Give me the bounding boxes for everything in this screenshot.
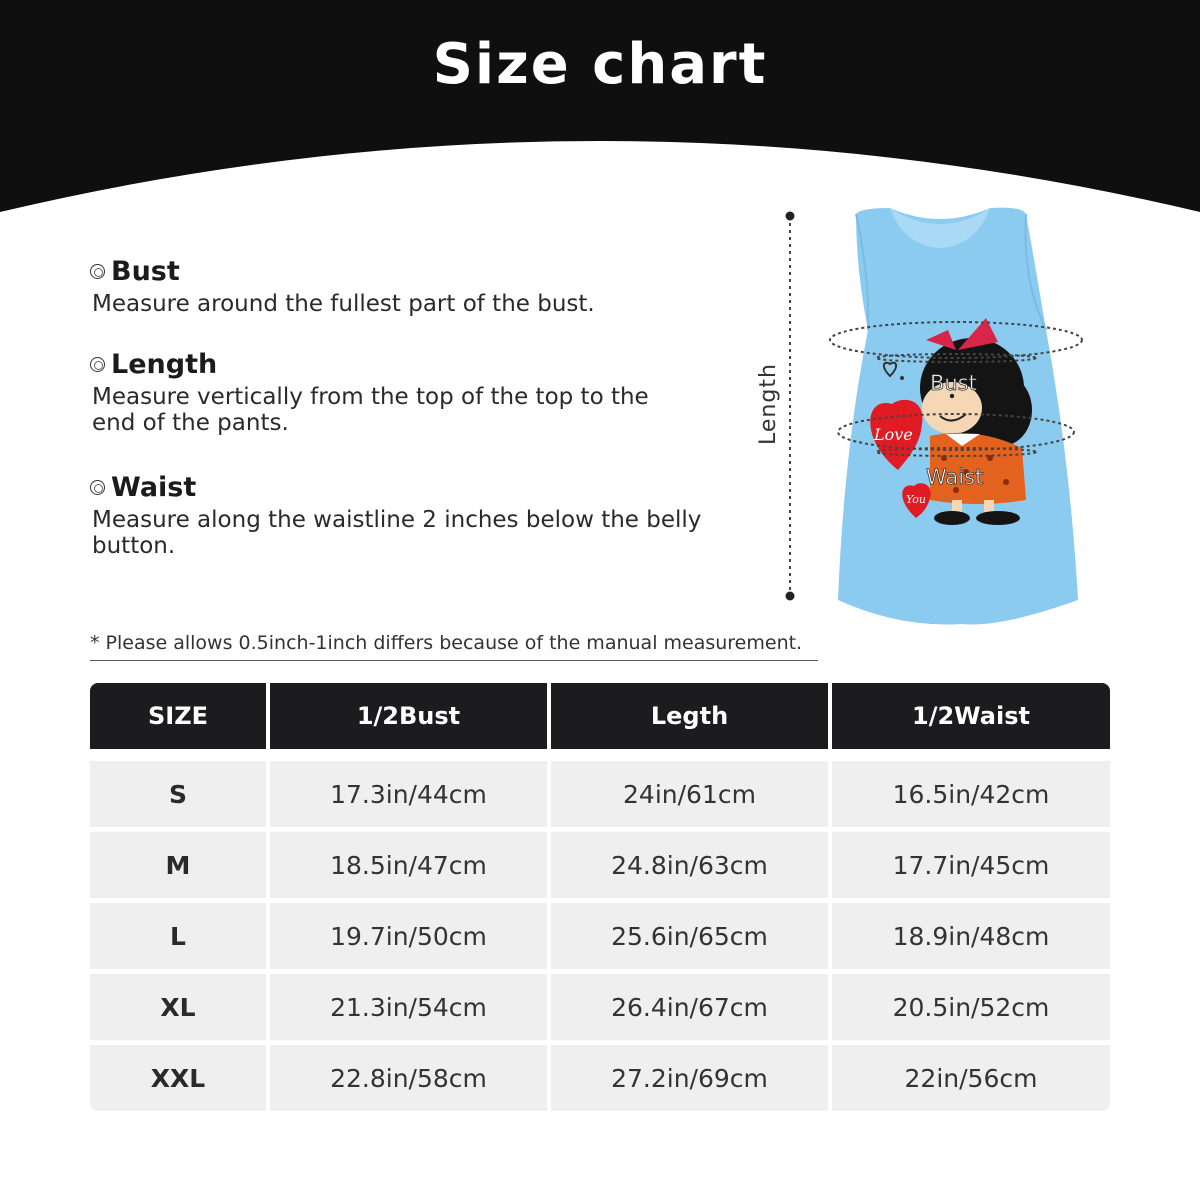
header-waist: 1/2Waist [832, 683, 1110, 749]
bullet-icon [90, 357, 105, 372]
measure-title: Length [111, 349, 218, 380]
measure-title: Waist [111, 472, 197, 503]
size-cell: M [90, 832, 266, 898]
length-cell: 27.2in/69cm [551, 1045, 828, 1111]
bust-cell: 21.3in/54cm [270, 974, 547, 1040]
print-love: Love [874, 425, 913, 444]
table-row [90, 974, 1110, 1040]
waist-cell: 17.7in/45cm [832, 832, 1110, 898]
waist-cell: 16.5in/42cm [832, 761, 1110, 827]
waist-cell: 22in/56cm [832, 1045, 1110, 1111]
print-you: You [906, 493, 927, 506]
table-row [90, 761, 1110, 827]
bust-cell: 22.8in/58cm [270, 1045, 547, 1111]
page-title: Size chart [432, 32, 768, 97]
measure-length [90, 349, 730, 436]
size-cell: XXL [90, 1045, 266, 1111]
length-cell: 24in/61cm [551, 761, 828, 827]
tank-top-diagram [740, 200, 1120, 640]
table-row [90, 1045, 1110, 1111]
measurement-note: * Please allows 0.5inch-1inch differs because of the manual measurement. [90, 632, 818, 661]
measure-title: Bust [111, 256, 180, 287]
waist-cell: 20.5in/52cm [832, 974, 1110, 1040]
bust-label: Bust [930, 371, 977, 395]
bullet-icon [90, 264, 105, 279]
header-banner [0, 0, 1200, 230]
length-label: Length [756, 363, 781, 445]
header-bust: 1/2Bust [270, 683, 547, 749]
table-header-row [90, 683, 1110, 749]
bust-cell: 19.7in/50cm [270, 903, 547, 969]
table-row [90, 832, 1110, 898]
waist-cell: 18.9in/48cm [832, 903, 1110, 969]
length-cell: 25.6in/65cm [551, 903, 828, 969]
length-cell: 24.8in/63cm [551, 832, 828, 898]
measure-bust [90, 256, 730, 317]
size-cell: S [90, 761, 266, 827]
bust-cell: 17.3in/44cm [270, 761, 547, 827]
bust-cell: 18.5in/47cm [270, 832, 547, 898]
measure-desc: Measure around the fullest part of the bust. [92, 291, 595, 317]
table-row [90, 903, 1110, 969]
length-cell: 26.4in/67cm [551, 974, 828, 1040]
size-cell: L [90, 903, 266, 969]
header-size: SIZE [90, 683, 266, 749]
measure-desc: Measure along the waistline 2 inches below the belly button. [92, 507, 702, 559]
size-cell: XL [90, 974, 266, 1040]
header-length: Legth [551, 683, 828, 749]
size-table [90, 683, 1110, 1116]
measure-waist [90, 472, 730, 559]
measure-desc: Measure vertically from the top of the top to the end of the pants. [92, 384, 649, 436]
bullet-icon [90, 480, 105, 495]
waist-label: Waist [926, 465, 984, 489]
